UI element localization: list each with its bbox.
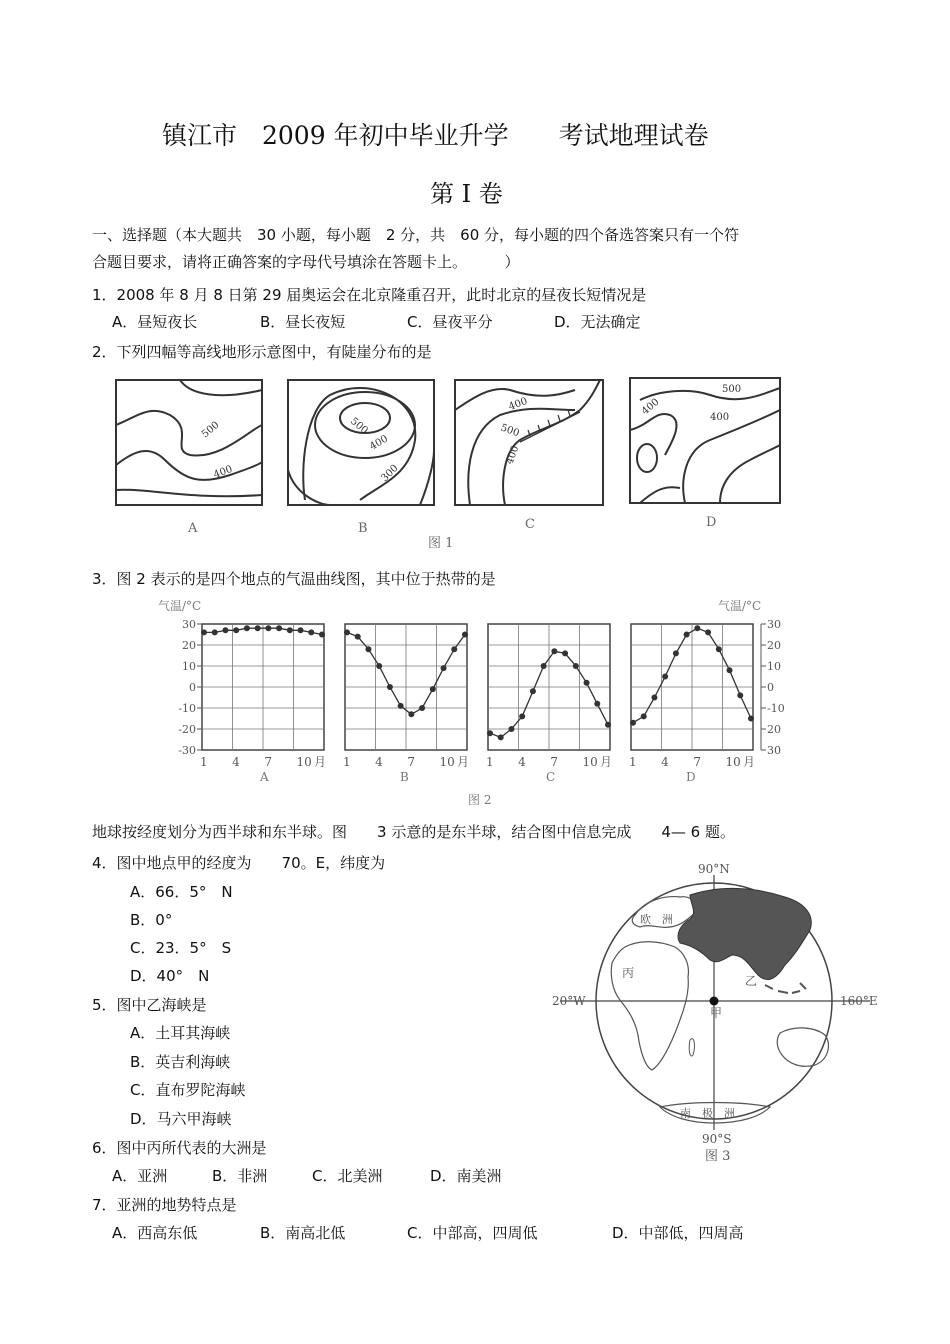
temperature-point: [519, 713, 525, 719]
x-tick-label: 10: [582, 755, 598, 769]
temperature-point: [398, 703, 404, 709]
q6-stem: 6．图中丙所代表的大洲是: [92, 1139, 267, 1157]
temperature-point: [530, 688, 536, 694]
x-tick-label: 月: [743, 755, 756, 769]
contour-label: 400: [504, 444, 522, 467]
y-tick-label: -30: [178, 744, 196, 757]
y-tick-label: 30: [767, 618, 781, 631]
figure-3-eastern-hemisphere: [540, 855, 890, 1170]
temperature-point: [562, 650, 568, 656]
temperature-point: [498, 734, 504, 740]
temperature-point: [508, 726, 514, 732]
temperature-point: [244, 625, 250, 631]
label-yi: 乙: [745, 974, 758, 988]
x-tick-label: 1: [343, 755, 351, 769]
temperature-point: [265, 625, 271, 631]
temperature-point: [684, 632, 690, 638]
x-tick-label: 月: [457, 755, 470, 769]
page-title: 镇江市 2009 年初中毕业升学 考试地理试卷: [162, 121, 709, 150]
temperature-point: [487, 730, 493, 736]
temperature-point: [673, 650, 679, 656]
label-west: 20°W: [552, 994, 586, 1008]
islands-shape: [765, 983, 806, 993]
contour-label: 400: [710, 412, 730, 423]
q7-option-b: B．南高北低: [260, 1224, 346, 1242]
x-tick-label: 1: [200, 755, 208, 769]
q3-stem: 3．图 2 表示的是四个地点的气温曲线图，其中位于热带的是: [92, 570, 496, 588]
temperature-point: [573, 663, 579, 669]
q1-option-a: A．昼短夜长: [112, 313, 198, 331]
q7-option-d: D．中部低，四周高: [612, 1224, 744, 1242]
q7-option-c: C．中部高，四周低: [407, 1224, 538, 1242]
q4-option-c: C．23．5° S: [130, 939, 232, 957]
q5-option-a: A．土耳其海峡: [130, 1024, 231, 1042]
temperature-point: [651, 695, 657, 701]
x-tick-label: 10: [725, 755, 741, 769]
temperature-point: [222, 627, 228, 633]
q6-option-c: C．北美洲: [312, 1167, 383, 1185]
q1-option-d: D．无法确定: [554, 313, 641, 331]
section-header-line2: 合题目要求，请将正确答案的字母代号填涂在答题卡上。 ）: [92, 253, 520, 271]
temperature-point: [287, 627, 293, 633]
panel-label: A: [260, 770, 269, 784]
label-europe: 欧 洲: [640, 913, 673, 926]
temperature-point: [641, 713, 647, 719]
x-tick-label: 月: [600, 755, 613, 769]
x-tick-label: 10: [296, 755, 312, 769]
label-antarctica: 南 极 洲: [680, 1107, 735, 1120]
x-tick-label: 4: [375, 755, 383, 769]
temperature-point: [201, 629, 207, 635]
africa-shape: [611, 942, 688, 1070]
q2-stem: 2．下列四幅等高线地形示意图中，有陡崖分布的是: [92, 343, 432, 361]
temperature-point: [584, 680, 590, 686]
temperature-point: [387, 684, 393, 690]
x-tick-label: 7: [550, 755, 559, 769]
contour-label: 400: [368, 433, 391, 453]
temperature-point: [737, 692, 743, 698]
australia-shape: [777, 1028, 828, 1066]
y-tick-label: -20: [178, 723, 196, 736]
y-tick-label: 20: [767, 639, 781, 652]
y-tick-label: -10: [767, 702, 785, 715]
x-tick-label: 4: [661, 755, 669, 769]
y-axis-label-left: 气温/°C: [158, 599, 202, 613]
panel-label: C: [525, 517, 535, 532]
q4-stem: 4．图中地点甲的经度为 70。E，纬度为: [92, 854, 386, 872]
q7-option-a: A．西高东低: [112, 1224, 198, 1242]
temperature-point: [233, 627, 239, 633]
q5-option-b: B．英吉利海峡: [130, 1053, 231, 1071]
figure-caption: 图 3: [705, 1149, 731, 1164]
temperature-point: [605, 722, 611, 728]
temperature-point: [594, 701, 600, 707]
contour-panel-c: [455, 380, 603, 505]
y-tick-label: 0: [767, 681, 774, 694]
contour-panel-b: [288, 380, 434, 505]
panel-label: D: [706, 515, 717, 530]
temperature-point: [430, 686, 436, 692]
temperature-point: [441, 665, 447, 671]
x-tick-label: 4: [518, 755, 526, 769]
contour-label: 500: [722, 384, 742, 395]
x-tick-label: 月: [314, 755, 327, 769]
intro-text: 地球按经度划分为西半球和东半球。图 3 示意的是东半球，结合图中信息完成 4— 6 题。: [92, 823, 735, 841]
x-tick-label: 1: [486, 755, 494, 769]
contour-label: 500: [199, 419, 222, 441]
x-tick-label: 7: [407, 755, 416, 769]
q6-option-b: B．非洲: [212, 1167, 268, 1185]
panel-label: C: [546, 770, 556, 784]
contour-panel-a: [116, 380, 262, 505]
temperature-point: [662, 674, 668, 680]
panel-label: B: [358, 521, 368, 536]
figure-2-temperature-charts: [150, 598, 810, 810]
q5-option-c: C．直布罗陀海峡: [130, 1081, 246, 1099]
x-tick-label: 1: [629, 755, 637, 769]
q5-option-d: D．马六甲海峡: [130, 1110, 232, 1128]
temperature-point: [541, 663, 547, 669]
temperature-point: [344, 629, 350, 635]
temperature-point: [212, 629, 218, 635]
y-tick-label: 20: [767, 723, 781, 736]
temperature-point: [298, 627, 304, 633]
q6-option-a: A．亚洲: [112, 1167, 168, 1185]
y-tick-label: 10: [767, 660, 781, 673]
temperature-point: [694, 625, 700, 631]
y-axis-label-right: 气温/°C: [718, 599, 762, 613]
temperature-point: [355, 634, 361, 640]
temperature-point: [705, 629, 711, 635]
label-jia: 甲: [710, 1006, 723, 1020]
asia-shape: [678, 888, 811, 979]
q5-stem: 5．图中乙海峡是: [92, 996, 207, 1014]
temperature-point: [319, 632, 325, 638]
y-tick-label: 30: [767, 744, 781, 757]
y-tick-label: 20: [182, 639, 196, 652]
temperature-point: [408, 711, 414, 717]
contour-panel-d: [630, 378, 780, 503]
section-header-line1: 一、选择题（本大题共 30 小题，每小题 2 分，共 60 分，每小题的四个备选答案只有一个符: [92, 226, 740, 244]
q1-option-b: B．昼长夜短: [260, 313, 346, 331]
temperature-point: [630, 720, 636, 726]
contour-label: 500: [348, 415, 370, 437]
madagascar-shape: [689, 1039, 694, 1056]
temperature-point: [376, 663, 382, 669]
temperature-point: [716, 646, 722, 652]
label-north: 90°N: [698, 862, 730, 876]
temperature-point: [365, 646, 371, 652]
temperature-point: [727, 667, 733, 673]
x-tick-label: 10: [439, 755, 455, 769]
panel-label: B: [400, 770, 409, 784]
point-jia-marker: [710, 997, 719, 1006]
contour-label: 400: [507, 395, 529, 413]
q4-option-a: A．66．5° N: [130, 883, 233, 901]
y-tick-label: -10: [178, 702, 196, 715]
figure-caption: 图 2: [468, 793, 492, 807]
temperature-point: [451, 646, 457, 652]
x-tick-label: 4: [232, 755, 240, 769]
figure-1-contour-maps: [110, 370, 790, 550]
contour-label: 400: [212, 463, 234, 481]
label-east: 160°E: [840, 994, 878, 1008]
figure-caption: 图 1: [428, 536, 454, 550]
label-south: 90°S: [702, 1132, 732, 1146]
q4-option-d: D．40° N: [130, 967, 210, 985]
temperature-point: [551, 648, 557, 654]
q1-stem: 1．2008 年 8 月 8 日第 29 届奥运会在北京隆重召开，此时北京的昼夜长短情况是: [92, 286, 647, 304]
q6-option-d: D．南美洲: [430, 1167, 502, 1185]
contour-label: 400: [639, 396, 662, 418]
contour-label: 300: [379, 462, 401, 485]
volume-title: 第 I 卷: [430, 180, 503, 208]
panel-label: A: [188, 521, 198, 536]
temperature-point: [276, 625, 282, 631]
temperature-point: [462, 632, 468, 638]
y-tick-label: 0: [189, 681, 196, 694]
x-tick-label: 7: [693, 755, 702, 769]
panel-label: D: [686, 770, 696, 784]
label-bing: 丙: [622, 966, 635, 980]
contour-label: 500: [498, 422, 521, 440]
q1-option-c: C．昼夜平分: [407, 313, 493, 331]
x-tick-label: 7: [264, 755, 273, 769]
q4-option-b: B．0°: [130, 911, 173, 929]
temperature-point: [748, 716, 754, 722]
temperature-point: [419, 705, 425, 711]
temperature-point: [255, 625, 261, 631]
q7-stem: 7．亚洲的地势特点是: [92, 1196, 237, 1214]
temperature-point: [308, 629, 314, 635]
y-tick-label: 30: [182, 618, 196, 631]
y-tick-label: 10: [182, 660, 196, 673]
